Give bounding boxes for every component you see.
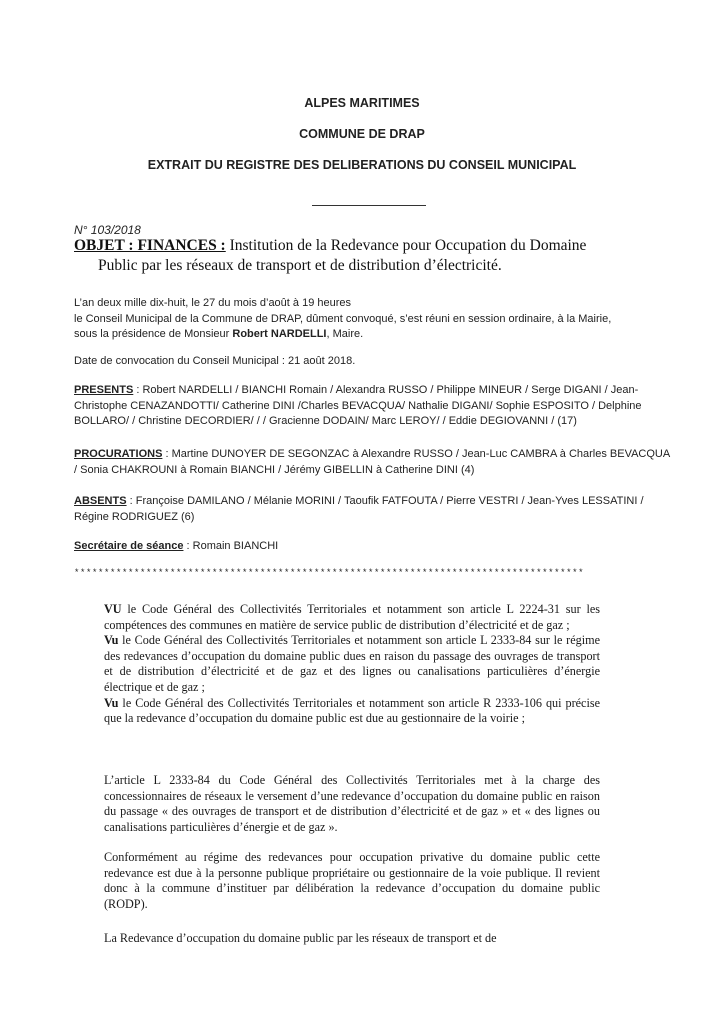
- session-line3-prefix: sous la présidence de Monsieur: [74, 328, 233, 340]
- visa-1-label: VU: [104, 602, 122, 616]
- procurations-block: [74, 447, 674, 478]
- visas-block: [104, 602, 600, 727]
- visa-3-label: Vu: [104, 695, 119, 710]
- visa-3: [104, 696, 600, 727]
- objet-line2: Public par les réseaux de transport et de distribution d’électricité.: [98, 257, 502, 274]
- presents-list: : Robert NARDELLI / BIANCHI Romain / Alexandra RUSSO / Philippe MINEUR / Serge DIGANI / Jean-Christophe CENAZANDOTTI/ Catherine DINI /Charles BEVACQUA/ Nathalie DIGANI/ Sophie ESPOSITO / Delphine BOLLARO/ / Christine DECORDIER/ / / Gracienne DODAIN/ Marc LEROY/ / Eddie DEGIOVANNI / (17): [74, 384, 642, 427]
- absents-block: [74, 494, 674, 525]
- visa-2: [104, 633, 600, 695]
- register-heading: EXTRAIT DU REGISTRE DES DELIBERATIONS DU CONSEIL MUNICIPAL: [147, 158, 577, 172]
- visa-2-text: le Code Général des Collectivités Territoriales et notamment son article L 2333-84 sur le régime des redevances d’occupation du domaine public dues en raison du passage des ouvrages de transport et de distribution d’électricité et de gaz et des lignes ou canalisations particulières d’énergie électrique et de gaz ;: [104, 633, 600, 694]
- session-block: [74, 296, 674, 343]
- visa-1-text: le Code Général des Collectivités Territoriales et notamment son article L 2224-31 sur les compétences des communes en matière de service public de distribution d’électricité et de gaz ;: [104, 602, 600, 632]
- deliberation-number: N° 103/2018: [74, 223, 141, 237]
- objet-line1: Institution de la Redevance pour Occupation du Domaine: [225, 237, 587, 254]
- visa-3-text: le Code Général des Collectivités Territoriales et notamment son article R 2333-106 qui précise que la redevance d’occupation du domaine public est due au gestionnaire de la voirie ;: [104, 695, 600, 726]
- objet-label: OBJET : FINANCES :: [74, 237, 226, 254]
- article-paragraph: L’article L 2333-84 du Code Général des Collectivités Territoriales met à la charge des concessionnaires de réseaux le versement d’une redevance d’occupation du domaine public en raison du passage « des ouvrages de transport et de distribution d’électricité et de gaz » et « des lignes ou canalisations particulières d’énergie et de gaz ».: [104, 773, 600, 834]
- session-line1: L’an deux mille dix-huit, le 27 du mois d’août à 19 heures: [74, 297, 352, 309]
- secretaire-name: : Romain BIANCHI: [183, 540, 279, 552]
- session-line3-suffix: , Maire.: [326, 328, 364, 340]
- procurations-label: PROCURATIONS: [74, 448, 163, 460]
- regime-paragraph: Conformément au régime des redevances pour occupation privative du domaine public cette redevance est due à la personne publique propriétaire ou gestionnaire de la voie publique. Il revient donc à la commune d’instituer par délibération la redevance d’occupation du domaine public (RODP).: [104, 850, 600, 911]
- presents-label: PRESENTS: [74, 384, 134, 396]
- convocation-date: Date de convocation du Conseil Municipal : 21 août 2018.: [74, 355, 356, 367]
- heading-divider: [312, 205, 426, 206]
- secretaire-label: Secrétaire de séance: [74, 540, 184, 552]
- department-heading: ALPES MARITIMES: [304, 96, 420, 110]
- session-line2: le Conseil Municipal de la Commune de DRAP, dûment convoqué, s’est réuni en session ordinaire, à la Mairie,: [74, 312, 612, 325]
- presents-block: [74, 383, 674, 430]
- absents-label: ABSENTS: [74, 495, 127, 507]
- commune-heading: COMMUNE DE DRAP: [299, 127, 425, 141]
- redevance-paragraph: La Redevance d’occupation du domaine public par les réseaux de transport et de: [104, 931, 497, 945]
- procurations-list: : Martine DUNOYER DE SEGONZAC à Alexandre RUSSO / Jean-Luc CAMBRA à Charles BEVACQUA / Sonia CHAKROUNI à Romain BIANCHI / Jérémy GIBELLIN à Catherine DINI (4): [74, 448, 670, 476]
- visa-2-label: Vu: [104, 633, 119, 648]
- president-name: Robert NARDELLI: [232, 328, 327, 340]
- secretaire-block: [74, 539, 674, 555]
- absents-list: : Françoise DAMILANO / Mélanie MORINI / Taoufik FATFOUTA / Pierre VESTRI / Jean-Yves LESSATINI / Régine RODRIGUEZ (6): [74, 495, 644, 523]
- visa-1: [104, 602, 600, 633]
- separator-line: *************************************************************************************: [74, 568, 585, 578]
- objet-title: [74, 236, 674, 276]
